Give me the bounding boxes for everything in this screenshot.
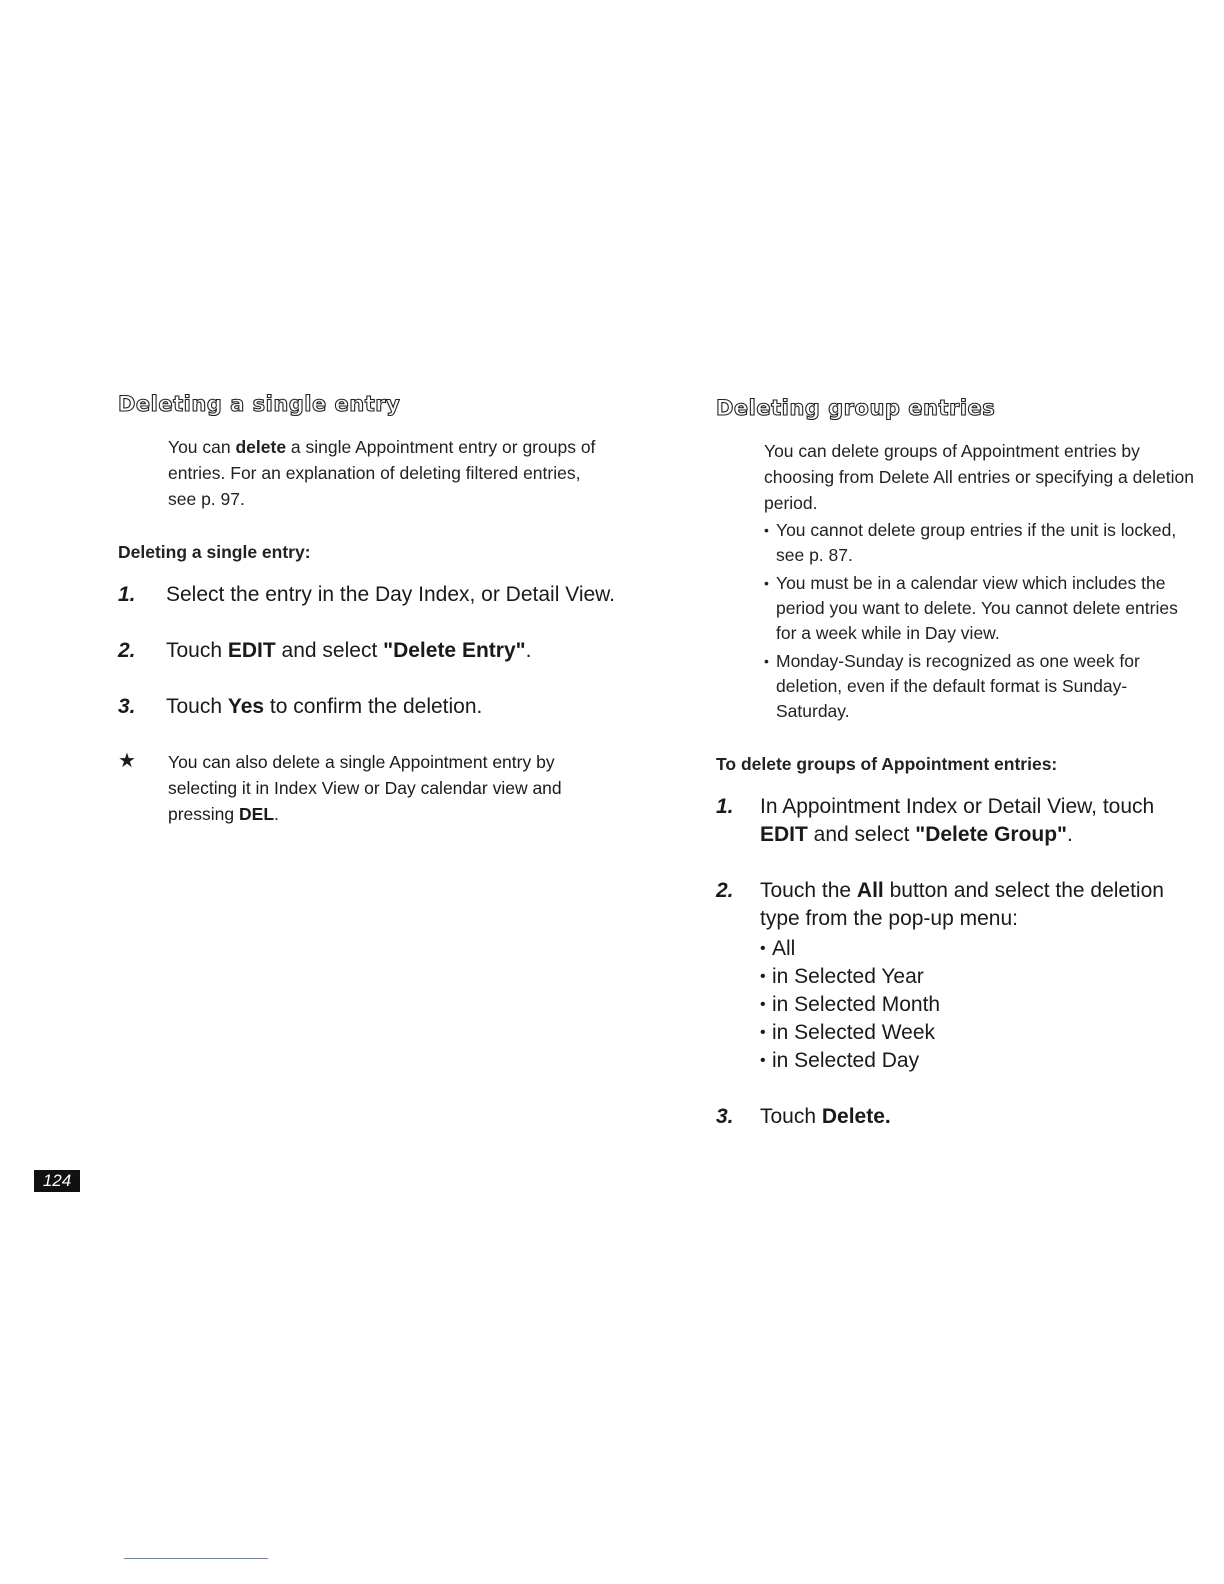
intro-group: You can delete groups of Appointment entries by choosing from Delete All entries or specifying a deletion period. • You cannot delete group entries if the unit is locked, see p. 87. • You must be in a calendar view which includes the period you want to delete. You cannot delete entries for a week while in Day view. • Monday-Sunday is recognized as one week for deletion, even if the default format is Sunday-Saturday. [764, 438, 1194, 724]
notes-list [764, 518, 1194, 724]
step-3: 3. Touch Delete. [716, 1105, 891, 1128]
left-column [118, 392, 618, 827]
bottom-rule [124, 1558, 268, 1559]
note-item: • Monday-Sunday is recognized as one week for deletion, even if the default format is Sunday-Saturday. [764, 649, 1194, 724]
section-heading-group: Deleting group entries [716, 396, 996, 420]
option-month: • in Selected Month [760, 991, 1196, 1019]
tip-note: ★ You can also delete a single Appointment entry by selecting it in Index View or Day calendar view and pressing DEL. [118, 750, 562, 824]
intro-single: You can delete a single Appointment entry or groups of entries. For an explanation of deleting filtered entries, see p. 97. [168, 437, 596, 509]
page-number: 124 [34, 1170, 80, 1192]
step-3: 3. Touch Yes to confirm the deletion. [118, 695, 483, 718]
option-week: • in Selected Week [760, 1019, 1196, 1047]
section-heading-single: Deleting a single entry [118, 392, 401, 416]
option-all: • All [760, 935, 1196, 963]
procedure-heading-group: To delete groups of Appointment entries: [716, 754, 1058, 774]
option-year: • in Selected Year [760, 963, 1196, 991]
step-1: 1. Select the entry in the Day Index, or Detail View. [118, 583, 616, 606]
note-item: • You cannot delete group entries if the unit is locked, see p. 87. [764, 518, 1194, 568]
note-item: • You must be in a calendar view which includes the period you want to delete. You cannot delete entries for a week while in Day view. [764, 571, 1194, 646]
procedure-heading-single: Deleting a single entry: [118, 542, 311, 562]
steps-single [118, 581, 618, 721]
option-day: • in Selected Day [760, 1047, 1196, 1075]
star-icon: ★ [118, 750, 136, 772]
steps-group [716, 793, 1196, 1131]
step-2: 2. Touch EDIT and select "Delete Entry". [118, 639, 532, 662]
step-2: 2. Touch the All button and select the deletion type from the pop-up menu: • All • in Selected Year • in Selected Month • in Selected Week • in Selected Day [716, 877, 1196, 1075]
step-1: 1. In Appointment Index or Detail View, touch EDIT and select "Delete Group". [716, 795, 1155, 846]
deletion-type-options [760, 935, 1196, 1075]
right-column [716, 396, 1196, 1159]
